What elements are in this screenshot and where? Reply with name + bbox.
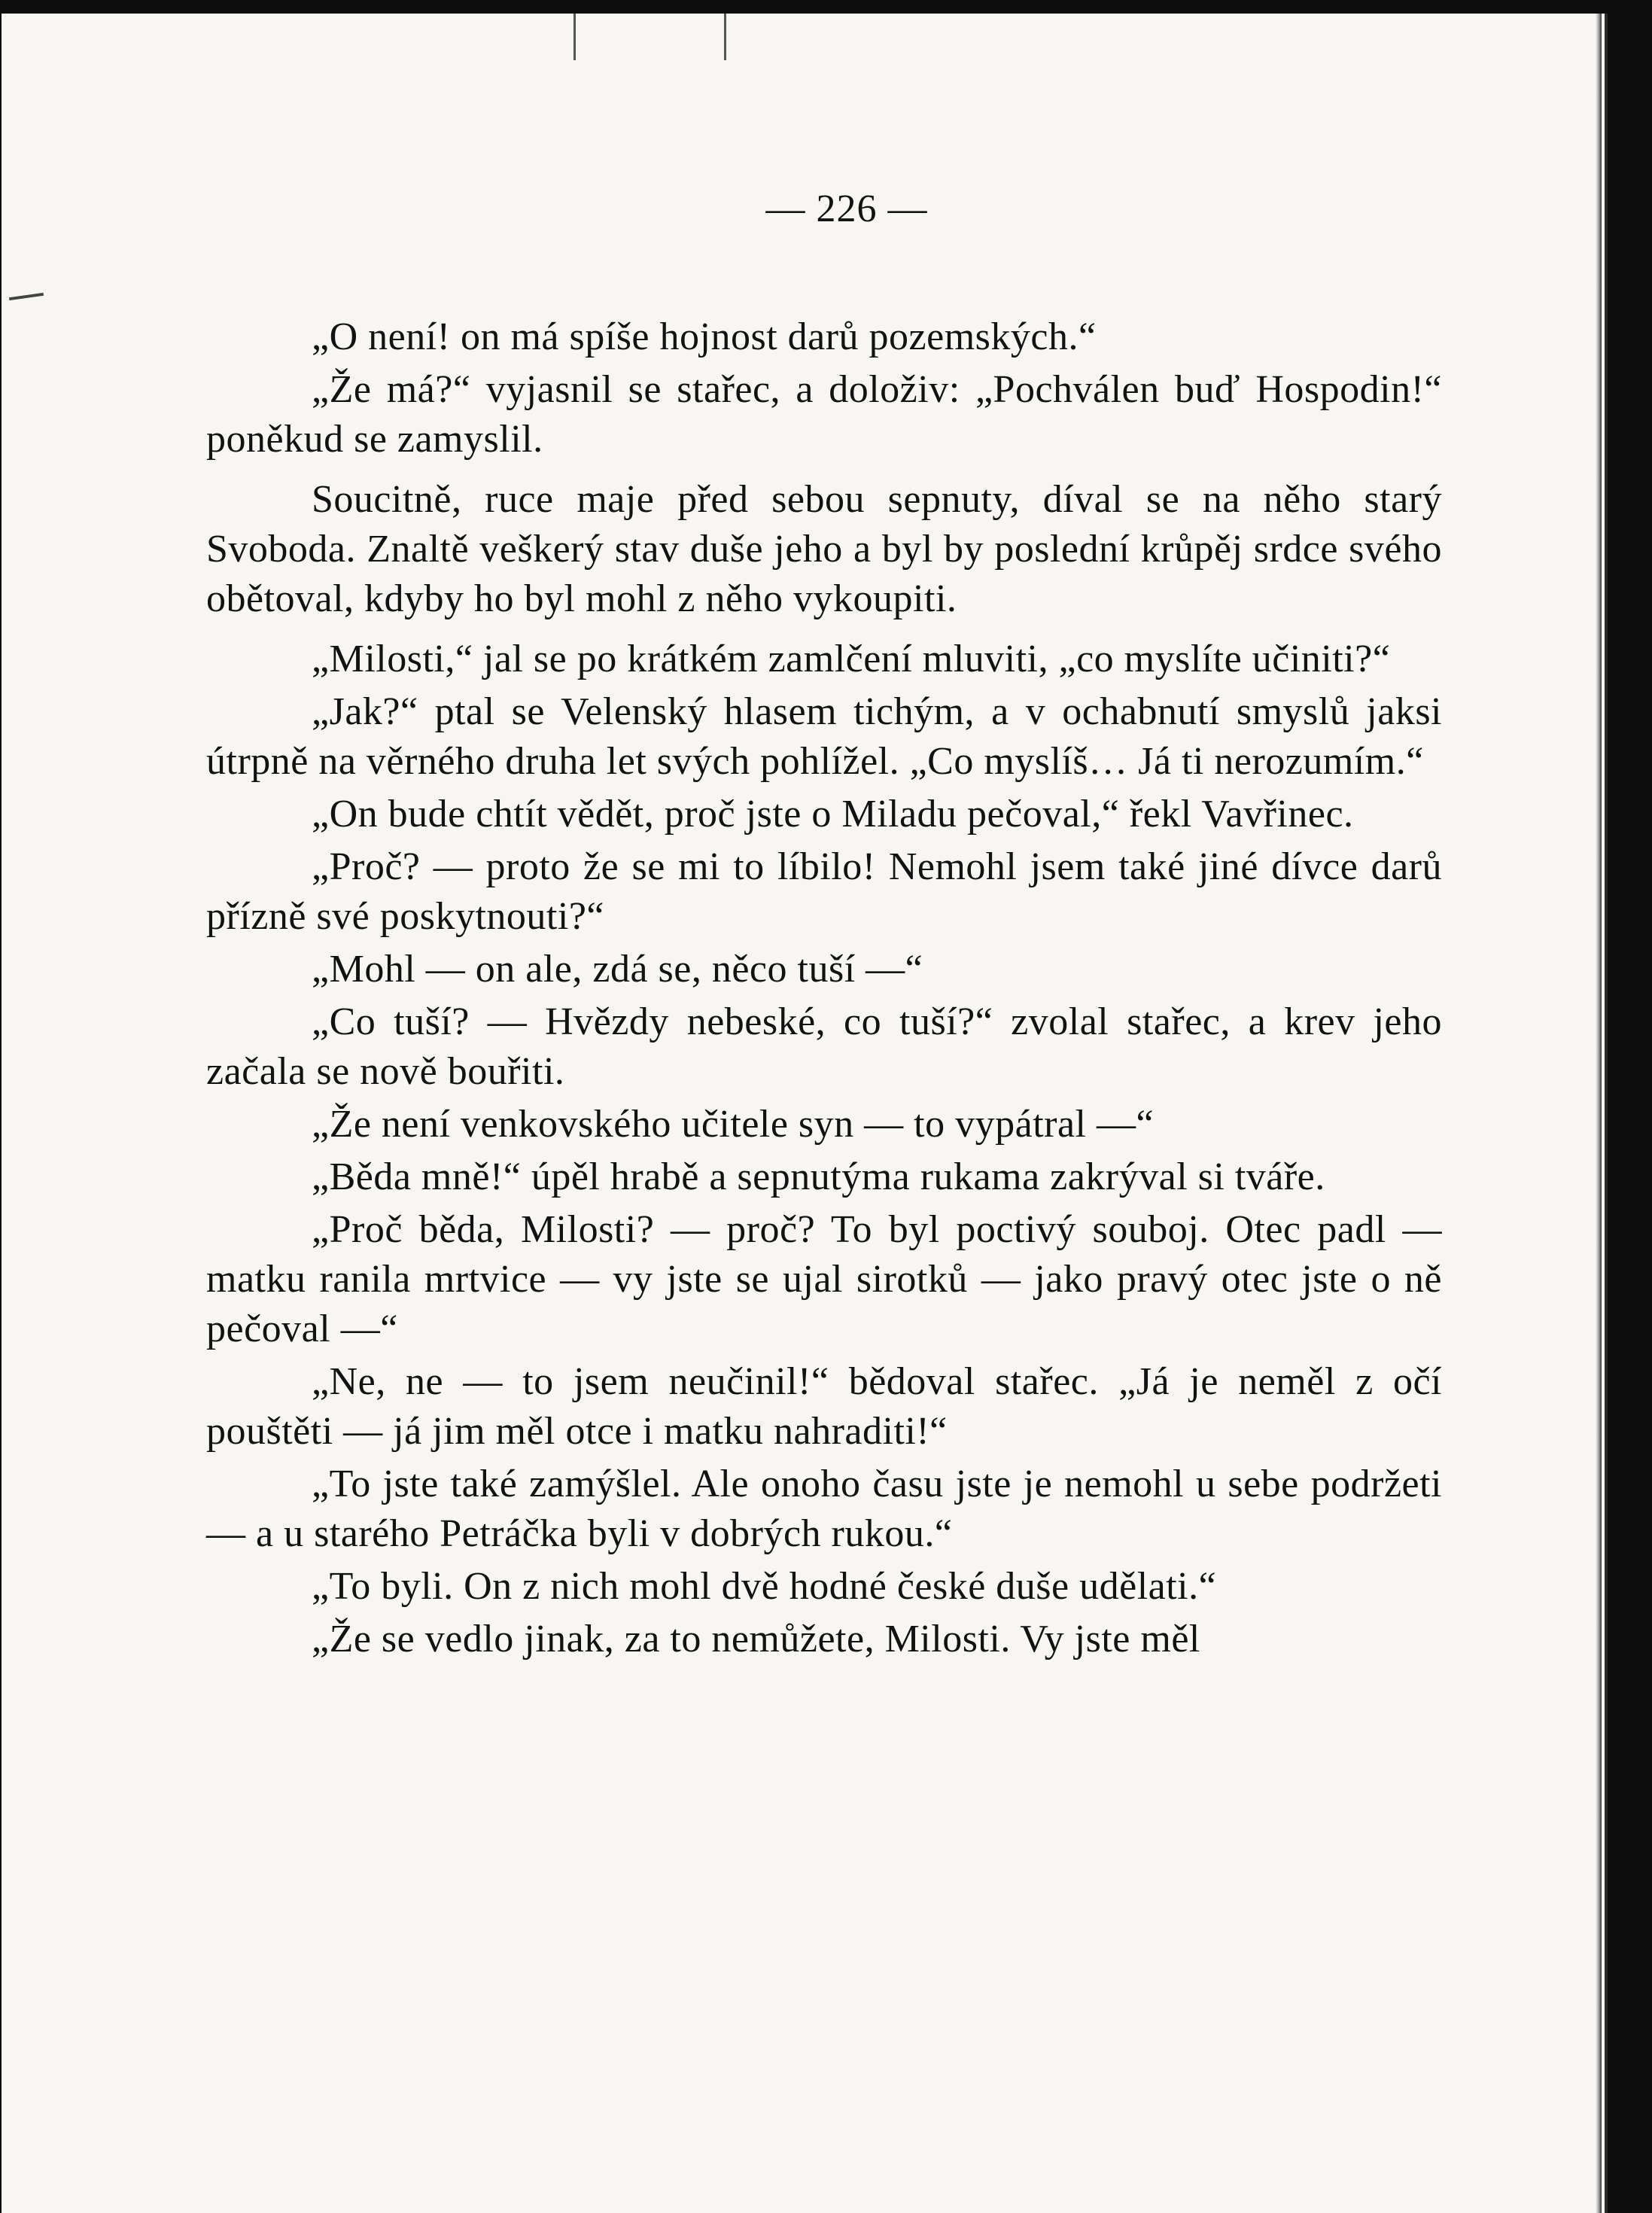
paragraph: „Že není venkovského učitele syn — to vypátral —“ [312, 1103, 1155, 1146]
paragraph: „To byli. On z nich mohl dvě hodné české duše udělati.“ [312, 1565, 1217, 1608]
paragraph: „Jak?“ ptal se Velenský hlasem tichým, a v ochabnutí smyslů jaksi útrpně na věrného druha let svých pohlížel. „Co myslíš… Já ti nerozumím.“ [206, 690, 1442, 783]
paragraph: „Proč běda, Milosti? — proč? To byl poctivý souboj. Otec padl — matku ranila mrtvice — vy jste se ujal sirotků — jako pravý otec jste o ně pečoval —“ [206, 1208, 1442, 1350]
paragraph: „Mohl — on ale, zdá se, něco tuší —“ [312, 948, 923, 991]
page-text [206, 184, 1442, 1667]
paragraph: „Proč? — proto že se mi to líbilo! Nemohl jsem také jiné dívce darů přízně své poskytnouti?“ [206, 845, 1442, 938]
paragraph: „On bude chtít vědět, proč jste o Miladu pečoval,“ řekl Vavřinec. [312, 793, 1354, 836]
paragraph: „O není! on má spíše hojnost darů pozemských.“ [312, 315, 1097, 358]
paragraph: „To jste také zamýšlel. Ale onoho času jste je nemohl u sebe podržeti — a u starého Petráčka byli v dobrých rukou.“ [206, 1463, 1442, 1555]
paragraph: „Že má?“ vyjasnil se stařec, a doloživ: „Pochválen buď Hospodin!“ poněkud se zamyslil. [206, 368, 1442, 461]
page-crease [1596, 14, 1602, 2213]
paragraph: „Co tuší? — Hvězdy nebeské, co tuší?“ zvolal stařec, a krev jeho začala se nově bouřiti. [206, 1000, 1442, 1093]
paragraph: Soucitně, ruce maje před sebou sepnuty, díval se na něho starý Svoboda. Znaltě veškerý stav duše jeho a byl by poslední krůpěj srdce svého obětoval, kdyby ho byl mohl z něho vykoupiti. [206, 478, 1442, 620]
paragraph: „Běda mně!“ úpěl hrabě a sepnutýma rukama zakrýval si tváře. [312, 1155, 1325, 1198]
paragraph: „Ne, ne — to jsem neučinil!“ bědoval stařec. „Já je neměl z očí pouštěti — já jim měl otce i matku nahraditi!“ [206, 1360, 1442, 1453]
scan-artifact-tick [573, 14, 576, 60]
page-number: — 226 — [765, 187, 928, 230]
paragraph: „Milosti,“ jal se po krátkém zamlčení mluviti, „co myslíte učiniti?“ [312, 638, 1391, 680]
scan-artifact-tick [724, 14, 726, 60]
paragraph: „Že se vedlo jinak, za to nemůžete, Milosti. Vy jste měl [312, 1618, 1200, 1661]
